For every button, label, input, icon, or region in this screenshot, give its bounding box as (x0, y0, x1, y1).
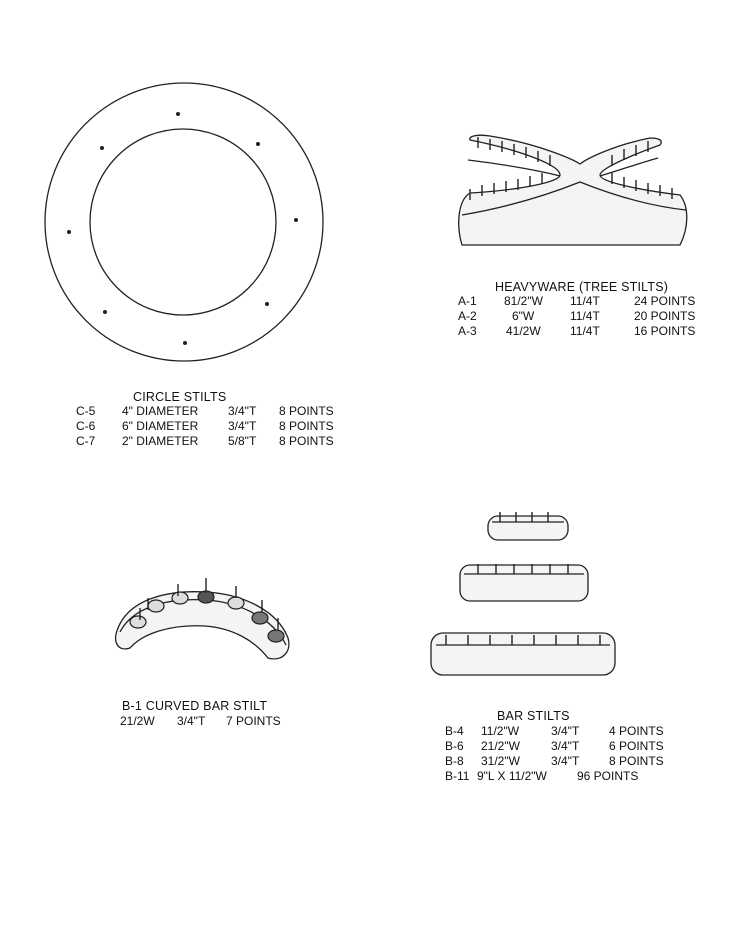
table-row: B-8 31/2"W 3/4"T 8 POINTS (445, 754, 664, 768)
curved-bar-table (120, 714, 320, 729)
table-row: A-2 6"W 11/4T 20 POINTS (458, 309, 696, 323)
curved-bar-title: B-1 CURVED BAR STILT (122, 699, 268, 713)
bar-stilts-title: BAR STILTS (497, 709, 570, 723)
table-row: C-5 4" DIAMETER 3/4"T 8 POINTS (76, 404, 334, 418)
table-row: C-6 6" DIAMETER 3/4"T 8 POINTS (76, 419, 334, 433)
table-row: C-7 2" DIAMETER 5/8"T 8 POINTS (76, 434, 334, 448)
heavyware-table (458, 294, 708, 339)
table-row: B-11 9"L X 11/2"W 96 POINTS (445, 769, 639, 783)
table-row: A-3 41/2W 11/4T 16 POINTS (458, 324, 696, 338)
table-row: A-1 81/2"W 11/4T 24 POINTS (458, 294, 696, 308)
bar-stilts-table (445, 724, 705, 784)
heavyware-title: HEAVYWARE (TREE STILTS) (495, 280, 669, 294)
circle-stilts-title: CIRCLE STILTS (133, 390, 227, 404)
table-row: B-4 11/2"W 3/4"T 4 POINTS (445, 724, 664, 738)
table-row: 21/2W 3/4"T 7 POINTS (120, 714, 281, 728)
table-row: B-6 21/2"W 3/4"T 6 POINTS (445, 739, 664, 753)
circle-stilts-table (76, 404, 356, 449)
